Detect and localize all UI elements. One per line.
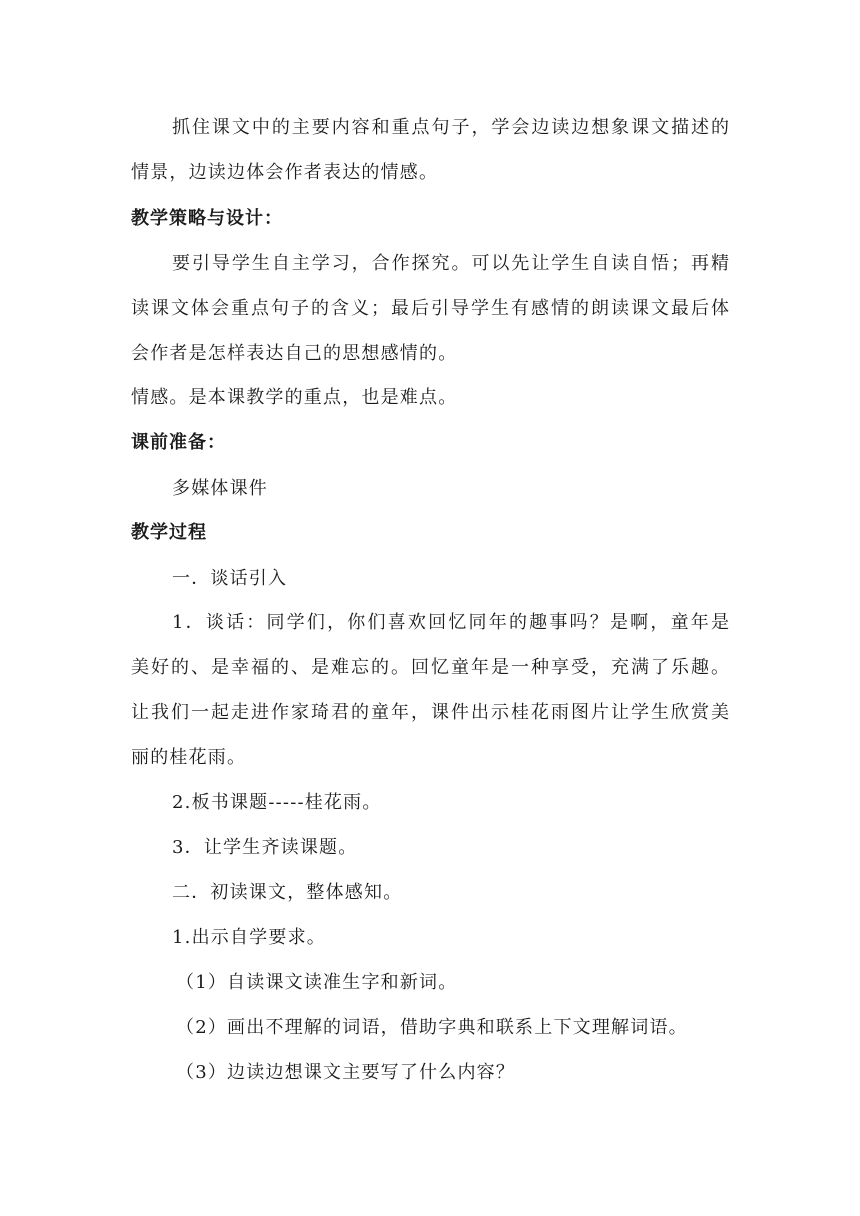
list-item: 2.板书课题-----桂花雨。	[172, 792, 382, 813]
section-heading: 教学过程	[131, 522, 207, 543]
paragraph-line: 丽的桂花雨。	[131, 747, 247, 768]
paragraph-line: 1．谈话：同学们，你们喜欢回忆同年的趣事吗？是啊，童年是	[172, 612, 729, 633]
paragraph-line: 情景，边读边体会作者表达的情感。	[131, 162, 439, 183]
paragraph-line: 会作者是怎样表达自己的思想感情的。	[131, 343, 458, 364]
paragraph-line: 抓住课文中的主要内容和重点句子，学会边读边想象课文描述的	[172, 117, 729, 138]
paragraph-line: 多媒体课件	[172, 478, 268, 499]
section-heading: 教学策略与设计：	[131, 208, 283, 229]
paragraph-line: 美好的、是幸福的、是难忘的。回忆童年是一种享受，充满了乐趣。	[131, 657, 729, 678]
list-item: （3）边读边想课文主要写了什么内容？	[176, 1062, 516, 1083]
paragraph-line: 让我们一起走进作家琦君的童年，课件出示桂花雨图片让学生欣赏美	[131, 702, 729, 723]
list-item: （2）画出不理解的词语，借助字典和联系上下文理解词语。	[176, 1017, 688, 1038]
paragraph-line: 要引导学生自主学习，合作探究。可以先让学生自读自悟；再精	[172, 253, 729, 274]
section-heading: 课前准备：	[131, 432, 226, 453]
list-item: 一．谈话引入	[172, 568, 288, 589]
list-item: 3．让学生齐读课题。	[172, 837, 358, 858]
list-item: （1）自读课文读准生字和新词。	[176, 972, 458, 993]
list-item: 二．初读课文，整体感知。	[172, 882, 403, 903]
paragraph-line: 情感。是本课教学的重点，也是难点。	[131, 387, 458, 408]
list-item: 1.出示自学要求。	[172, 927, 326, 948]
paragraph-line: 读课文体会重点句子的含义；最后引导学生有感情的朗读课文最后体	[131, 298, 729, 319]
